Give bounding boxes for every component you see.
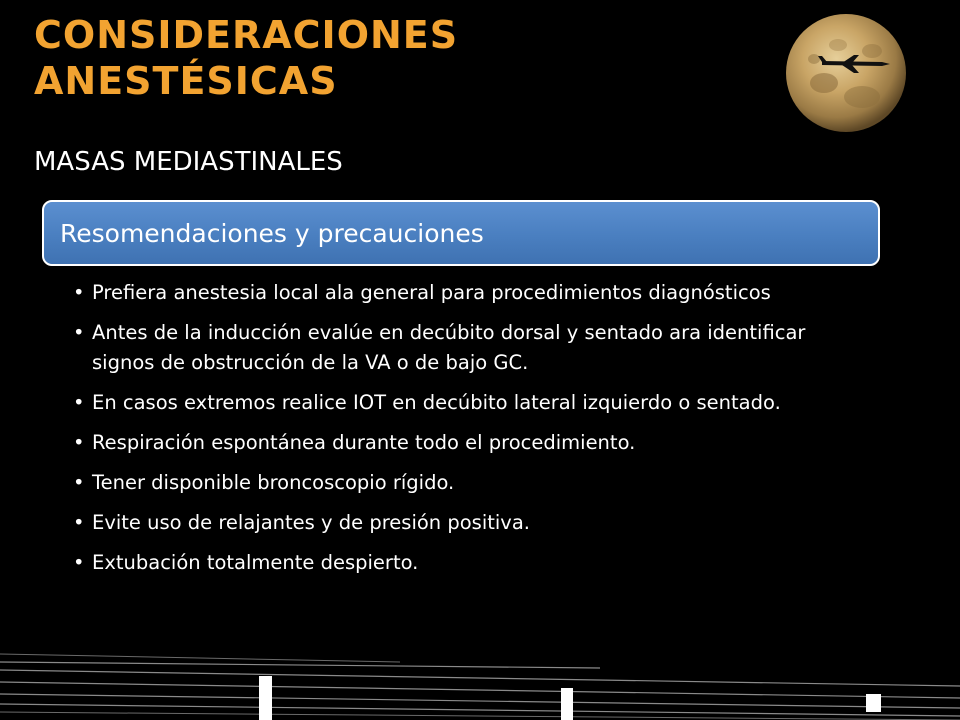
bullet-list <box>60 278 840 588</box>
list-item-text: Antes de la inducción evalúe en decúbito dorsal y sentado ara identificar signos de obstrucción de la VA o de bajo GC. <box>92 321 806 374</box>
section-header-label: Resomendaciones y precauciones <box>60 218 484 248</box>
section-header <box>42 200 880 266</box>
runway-lines-decoration <box>0 648 960 720</box>
list-item-text: Tener disponible broncoscopio rígido. <box>92 471 455 494</box>
list-item-text: Extubación totalmente despierto. <box>92 551 419 574</box>
list-item-text: En casos extremos realice IOT en decúbito lateral izquierdo o sentado. <box>92 391 781 414</box>
list-item <box>60 548 840 578</box>
list-item-text: Prefiera anestesia local ala general para procedimientos diagnósticos <box>92 281 771 304</box>
list-item-text: Respiración espontánea durante todo el procedimiento. <box>92 431 636 454</box>
moon-with-airplane-icon <box>784 13 908 133</box>
title-line-1: CONSIDERACIONES <box>34 13 459 57</box>
bullet-icon: • <box>73 551 85 574</box>
title-line-2: ANESTÉSICAS <box>34 59 338 103</box>
bullet-icon: • <box>73 431 85 454</box>
bullet-icon: • <box>73 511 85 534</box>
list-item <box>60 468 840 498</box>
list-item <box>60 508 840 538</box>
list-item <box>60 428 840 458</box>
slide-title <box>34 12 754 104</box>
list-item <box>60 278 840 308</box>
list-item <box>60 388 840 418</box>
bullet-icon: • <box>73 281 85 304</box>
bullet-icon: • <box>73 321 85 344</box>
bullet-icon: • <box>73 471 85 494</box>
list-item <box>60 318 840 378</box>
list-item-text: Evite uso de relajantes y de presión positiva. <box>92 511 530 534</box>
bullet-icon: • <box>73 391 85 414</box>
slide-subtitle: MASAS MEDIASTINALES <box>34 147 343 177</box>
